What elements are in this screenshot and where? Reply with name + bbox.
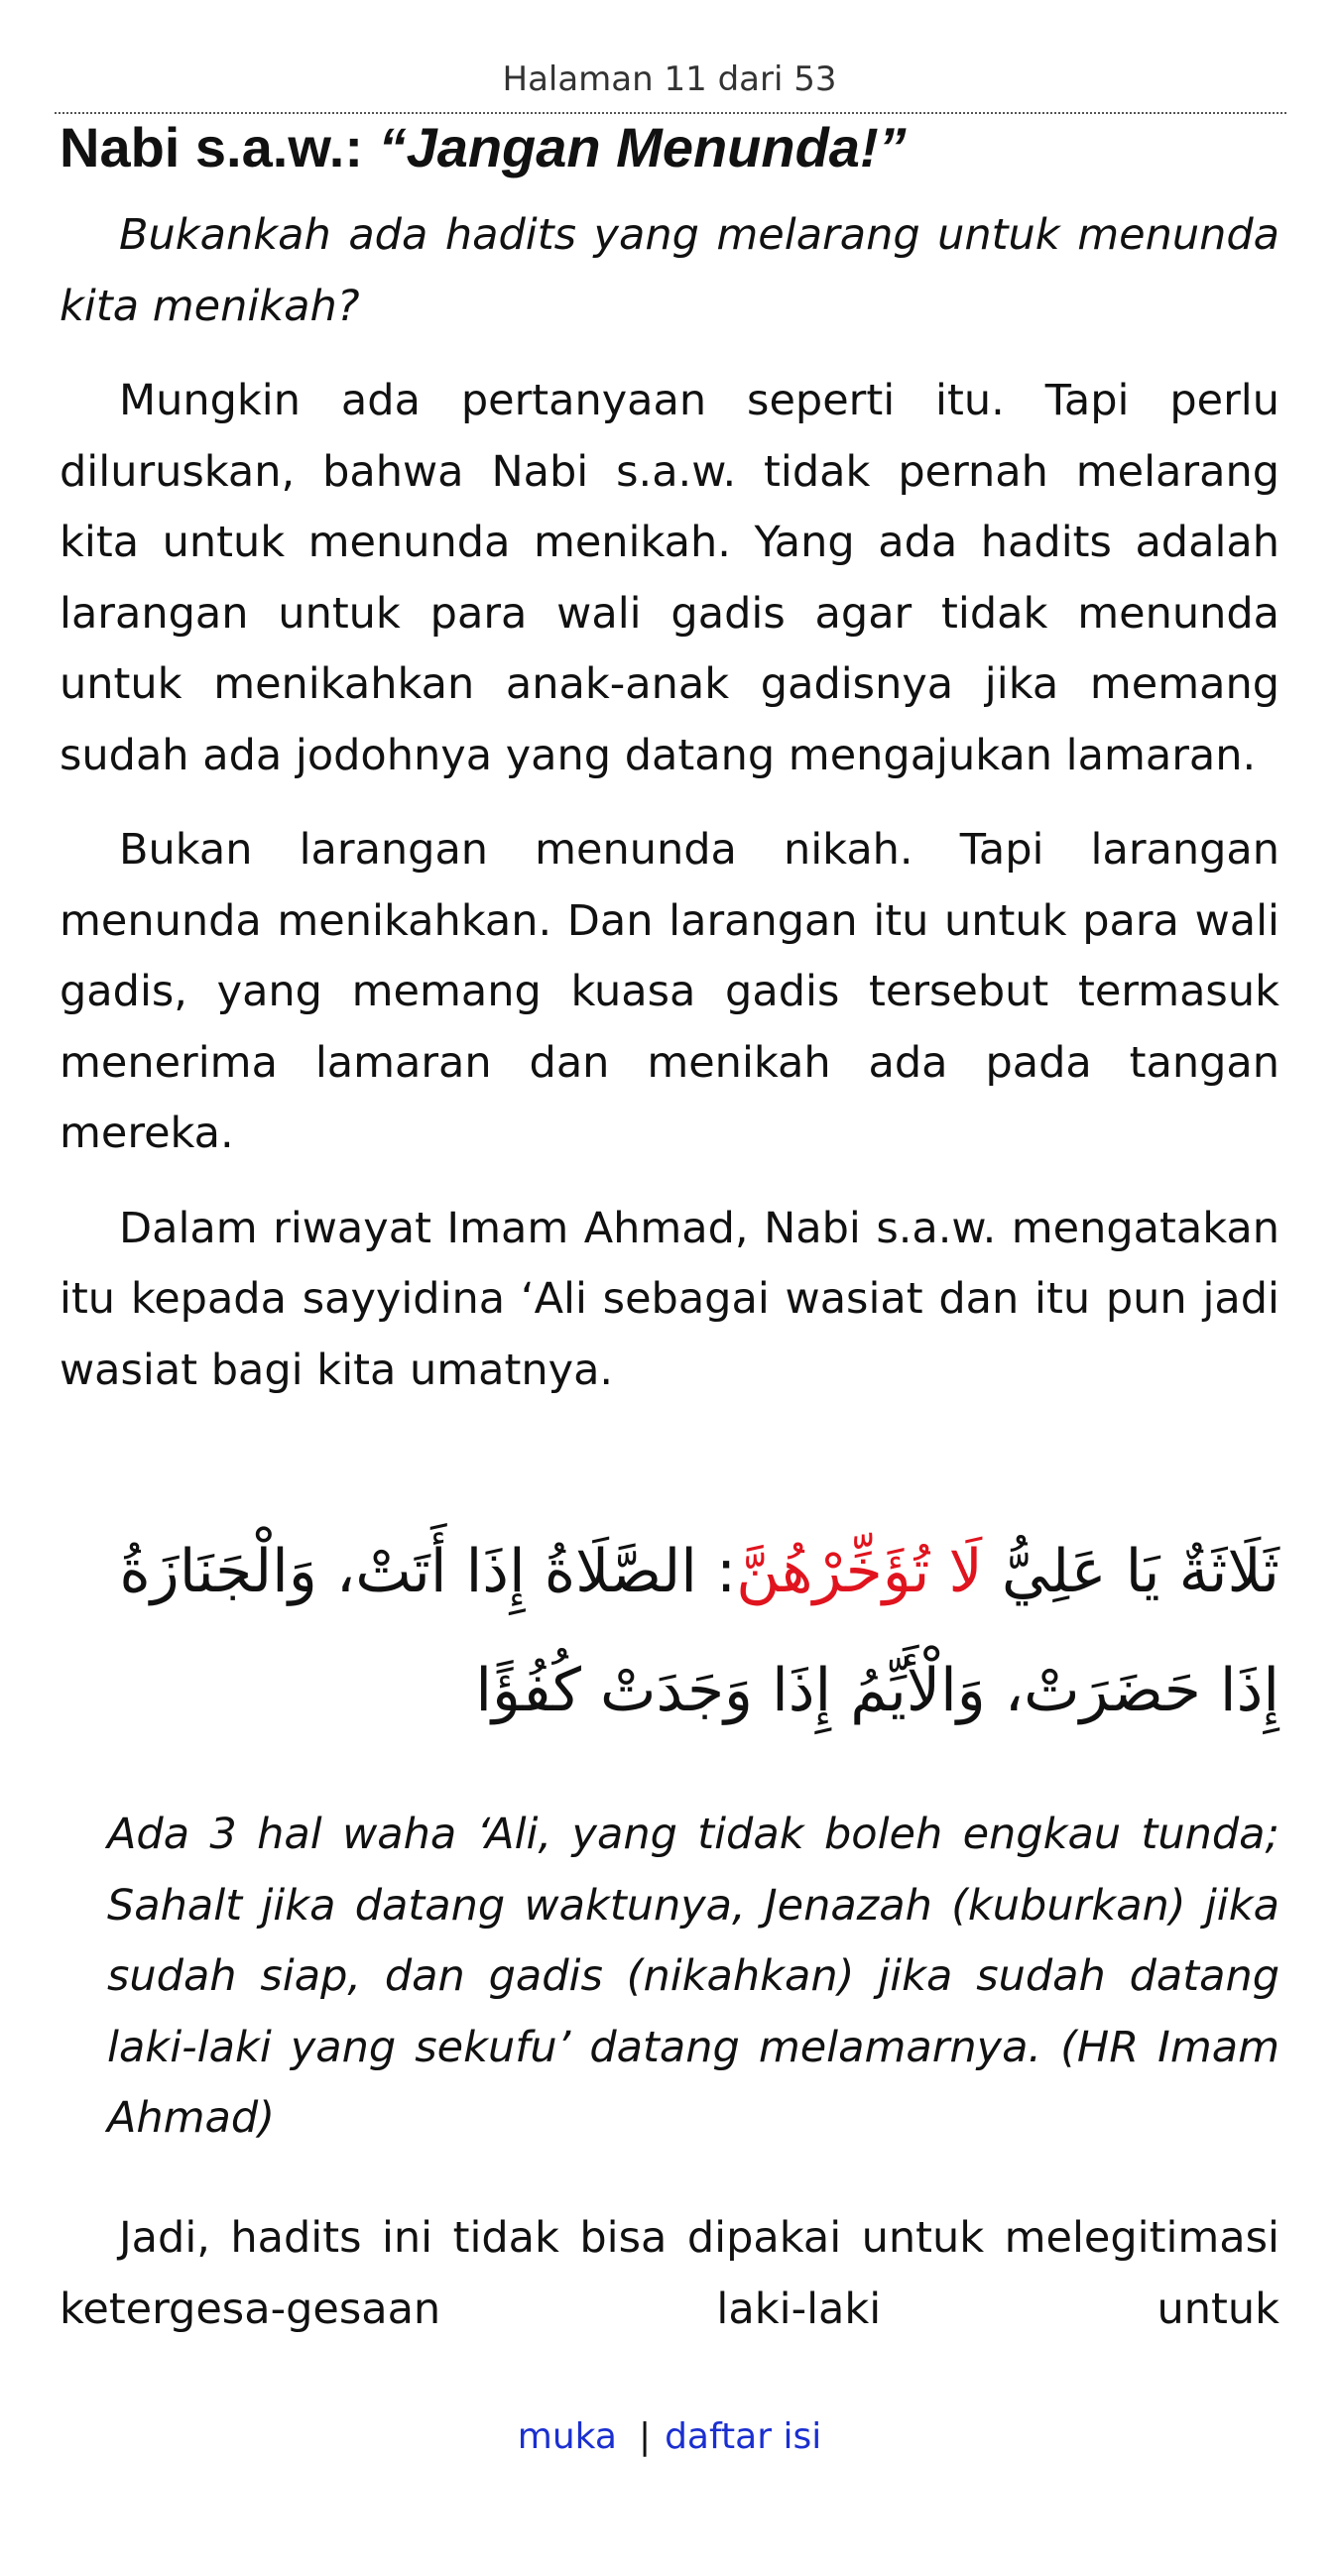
hadith-arabic-text: [60, 1512, 1279, 1750]
body-paragraph: Bukan larangan menunda nikah. Tapi larangan menunda menikahkan. Dan larangan itu untuk para wali gadis, yang memang kuasa gadis tersebut termasuk menerima lamaran dan menikah ada pada tangan mereka.: [60, 825, 1279, 1158]
page-indicator: Halaman 11 dari 53: [502, 59, 837, 99]
hadith-translation: Ada 3 hal waha ‘Ali, yang tidak boleh engkau tunda; Sahalt jika datang waktunya, Jenazah (kuburkan) jika sudah siap, dan gadis (nikahkan) jika sudah datang laki-laki yang sekufu’ datang melamarnya. (HR Imam Ahmad): [107, 1810, 1279, 2143]
body-paragraph: Mungkin ada pertanyaan seperti itu. Tapi perlu diluruskan, bahwa Nabi s.a.w. tidak pernah melarang kita untuk menunda menikah. Yang ada hadits adalah larangan untuk para wali gadis agar tidak menunda untuk menikahkan anak-anak gadisnya jika memang sudah ada jodohnya yang datang mengajukan lamaran.: [60, 376, 1279, 780]
hadith-arabic-list: : الصَّلَاةُ إِذَا أَتَتْ، وَالْجَنَازَةُ إِذَا حَضَرَتْ، وَالْأَيِّمُ إِذَا وَجَدَتْ كُفُؤًا: [119, 1537, 1279, 1725]
question-paragraph: Bukankah ada hadits yang melarang untuk menunda kita menikah?: [60, 210, 1279, 331]
home-link[interactable]: muka: [517, 2416, 617, 2457]
body-paragraph: Dalam riwayat Imam Ahmad, Nabi s.a.w. mengatakan itu kepada sayyidina ‘Ali sebagai wasiat dan itu pun jadi wasiat bagi kita umatnya.: [60, 1203, 1279, 1395]
footer-separator: |: [638, 2416, 652, 2457]
section-title: [60, 115, 907, 179]
table-of-contents-link[interactable]: daftar isi: [665, 2416, 822, 2457]
hadith-arabic-opening: ثَلَاثَةٌ يَا عَلِيُّ: [982, 1537, 1279, 1606]
footer-navigation: [60, 2416, 1279, 2457]
continuation-paragraph: Jadi, hadits ini tidak bisa dipakai untuk melegitimasi ketergesa-gesaan laki-laki untuk: [60, 2213, 1279, 2334]
article-body: [60, 200, 1279, 1430]
document-page: [60, 0, 1279, 2576]
hadith-arabic-highlight: لَا تُؤَخِّرْهُنَّ: [736, 1537, 983, 1606]
section-title-quote: “Jangan Menunda!”: [378, 116, 907, 178]
section-title-prefix: Nabi s.a.w.:: [60, 116, 379, 178]
header-divider: [55, 112, 1286, 114]
